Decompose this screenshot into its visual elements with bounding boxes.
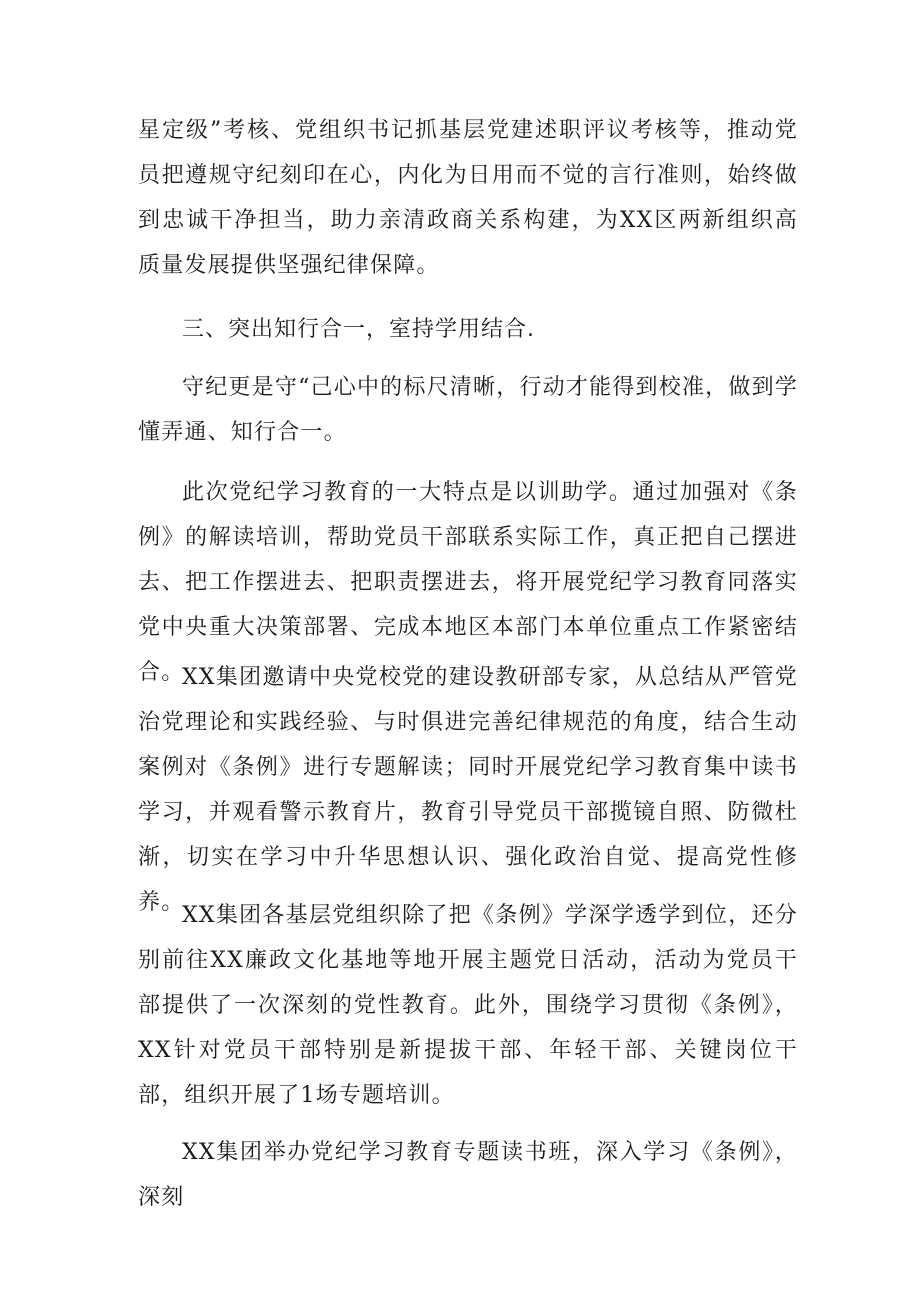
paragraph-5: XX集团举办党纪学习教育专题读书班，深入学习《条例》，深刻 <box>138 1140 798 1210</box>
paragraph-1: 守纪更是守“己心中的标尺清晰，行动才能得到校准，做到学懂弄通、知行合一。 <box>138 375 798 445</box>
paragraph-3: XX集团邀请中央党校党的建设教研部专家，从总结从严管党治党理论和实践经验、与时俱进完善纪律规范的角度，结合生动案例对《条例》进行专题解读；同时开展党纪学习教育集中读书学习，并观看警示教育片，教育引导党员干部揽镜自照、防微杜渐，切实在学习中升华思想认识、强化政治自觉、提高党性修养。 <box>138 665 798 915</box>
paragraph-2: 此次党纪学习教育的一大特点是以训助学。通过加强对《条例》的解读培训，帮助党员干部联系实际工作，真正把自己摆进去、把工作摆进去、把职责摆进去，将开展党纪学习教育同落实党中央重大决策部署、完成本地区本部门本单位重点工作紧密结合。 <box>138 480 798 685</box>
paragraph-4: XX集团各基层党组织除了把《条例》学深学透学到位，还分别前往XX廉政文化基地等地开展主题党日活动，活动为党员干部提供了一次深刻的党性教育。此外，围绕学习贯彻《条例》，XX针对党员干部特别是新提拔干部、年轻干部、关键岗位干部，组织开展了1场专题培训。 <box>138 903 798 1108</box>
paragraph-continuation: 星定级”考核、党组织书记抓基层党建述职评议考核等，推动党员把遵规守纪刻印在心，内化为日用而不觉的言行准则，始终做到忠诚干净担当，助力亲清政商关系构建，为XX区两新组织高质量发展提供坚强纪律保障。 <box>138 118 798 278</box>
section-heading: 三、突出知行合一，室持学用结合. <box>182 317 535 342</box>
